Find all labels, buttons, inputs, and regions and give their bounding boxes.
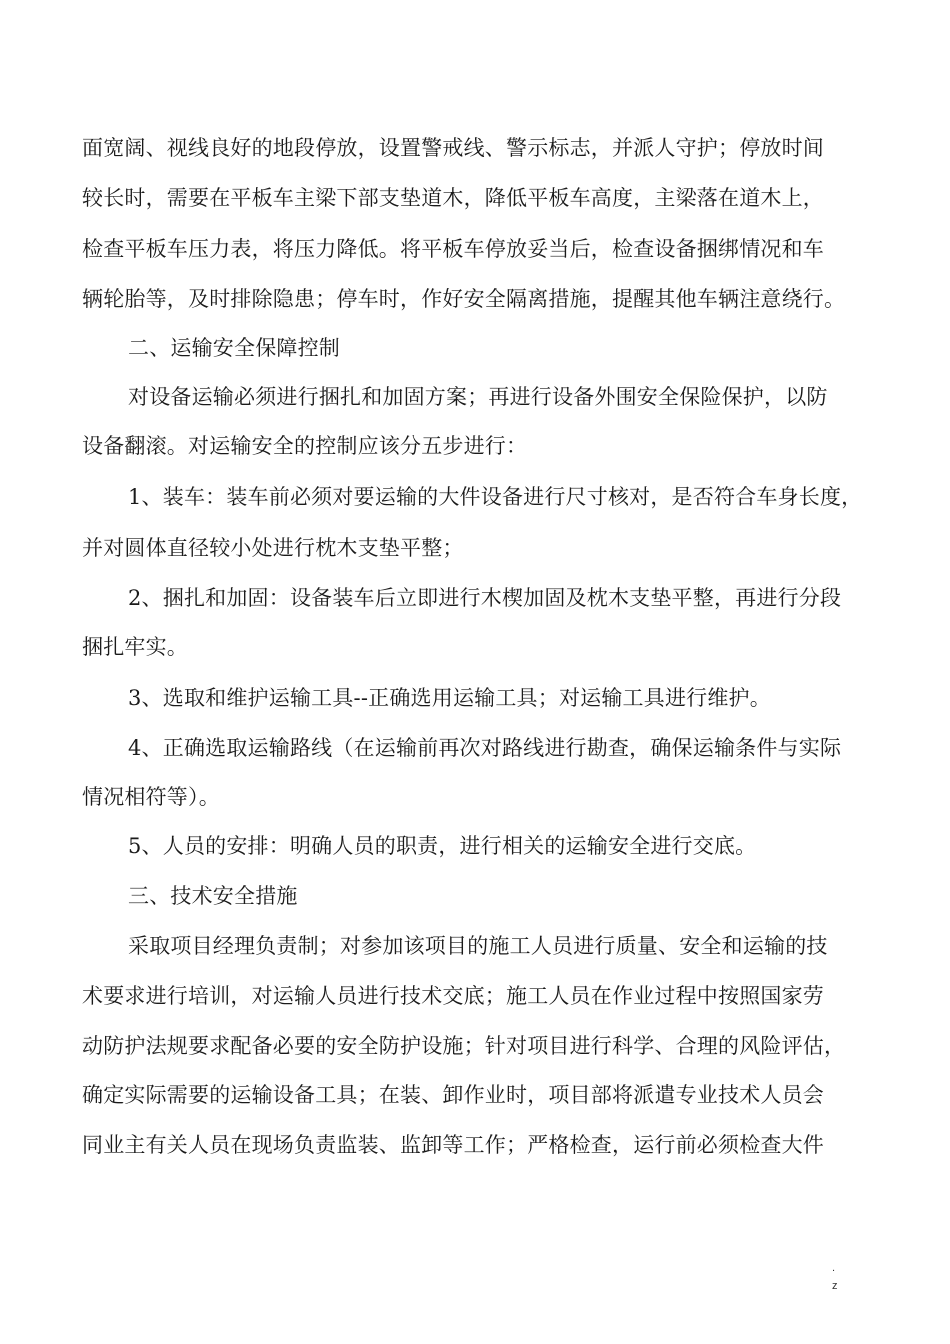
paragraph-line: 动防护法规要求配备必要的安全防护设施；针对项目进行科学、合理的风险评估， [82,1034,846,1058]
section-heading: 三、技术安全措施 [128,884,298,908]
section-heading: 二、运输安全保障控制 [128,336,340,360]
paragraph-line: 对设备运输必须进行捆扎和加固方案；再进行设备外围安全保险保护，以防 [128,385,828,409]
paragraph-line: 采取项目经理负责制；对参加该项目的施工人员进行质量、安全和运输的技 [128,934,828,958]
paragraph-line: 术要求进行培训，对运输人员进行技术交底；施工人员在作业过程中按照国家劳 [82,984,824,1008]
list-item-line: 4、正确选取运输路线（在运输前再次对路线进行勘查，确保运输条件与实际 [128,736,842,760]
list-item-line: 2、捆扎和加固：设备装车后立即进行木楔加固及枕木支垫平整，再进行分段 [128,586,842,610]
list-item-line: 1、装车：装车前必须对要运输的大件设备进行尺寸核对，是否符合车身长度， [128,485,863,509]
paragraph-line: 面宽阔、视线良好的地段停放，设置警戒线、警示标志，并派人守护；停放时间 [82,136,824,160]
list-item-line: 5、人员的安排：明确人员的职责，进行相关的运输安全进行交底。 [128,834,757,858]
paragraph-line: 较长时，需要在平板车主梁下部支垫道木，降低平板车高度，主梁落在道木上， [82,186,824,210]
paragraph-line: 同业主有关人员在现场负责监装、监卸等工作；严格检查，运行前必须检查大件 [82,1133,824,1157]
footer-mark: z [832,1280,838,1292]
paragraph-line: 确定实际需要的运输设备工具；在装、卸作业时，项目部将派遣专业技术人员会 [82,1083,824,1107]
list-item-line: 捆扎牢实。 [82,635,188,659]
paragraph-line: 辆轮胎等，及时排除隐患；停车时，作好安全隔离措施，提醒其他车辆注意绕行。 [82,287,846,311]
list-item-line: 情况相符等）。 [82,785,220,809]
footer-dot: . [832,1262,836,1274]
paragraph-line: 设备翻滚。对运输安全的控制应该分五步进行： [82,434,528,458]
list-item-line: 3、选取和维护运输工具--正确选用运输工具；对运输工具进行维护。 [128,686,771,710]
paragraph-line: 检查平板车压力表，将压力降低。将平板车停放妥当后，检查设备捆绑情况和车 [82,237,824,261]
list-item-line: 并对圆体直径较小处进行枕木支垫平整； [82,536,464,560]
